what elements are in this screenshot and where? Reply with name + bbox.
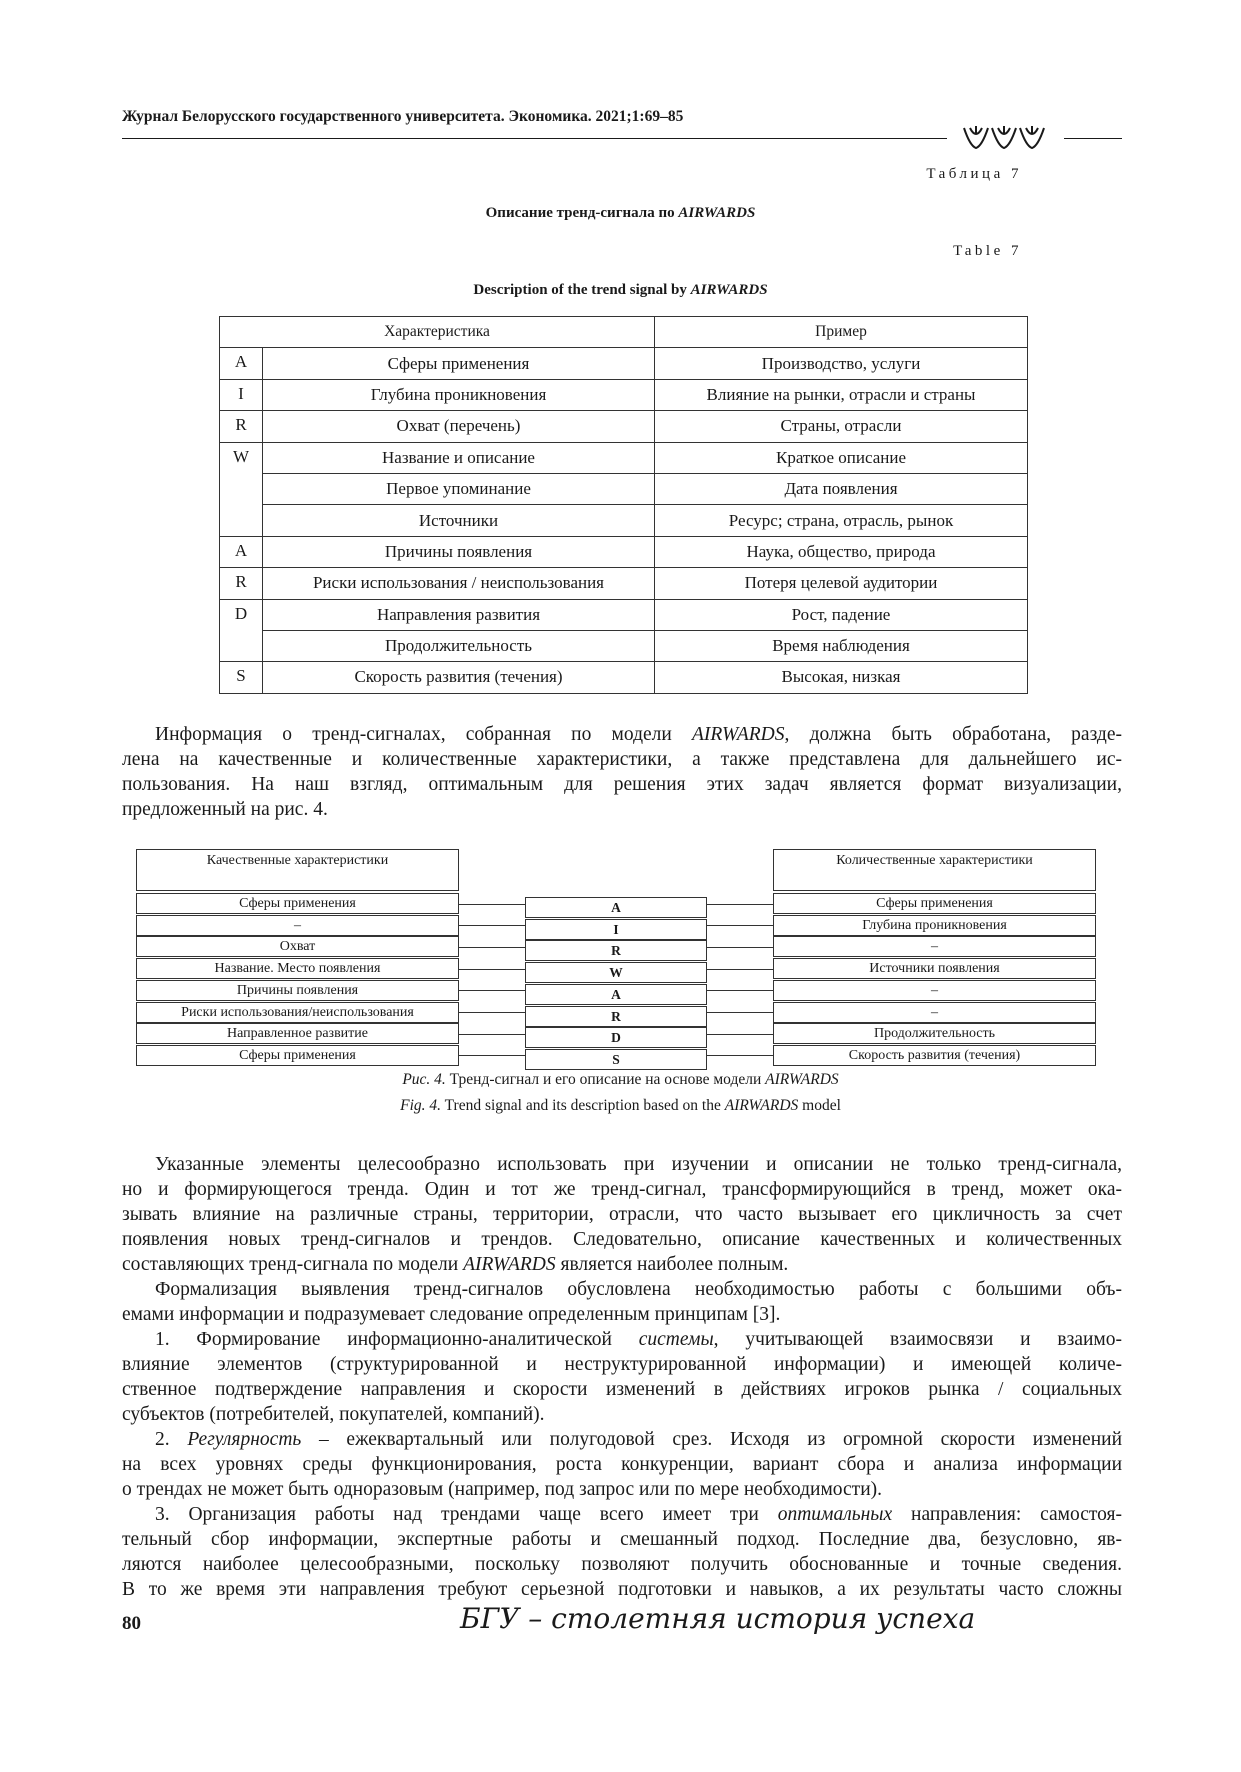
left-header-box: Качественные характеристики xyxy=(136,849,459,891)
connector-line xyxy=(459,1012,525,1013)
figure-caption-en: Fig. 4. Trend signal and its description based on the AIRWARDS model xyxy=(400,1097,841,1114)
text-line: лена на качественные и количественные характеристики, а также представлена для дальнейшего ис- xyxy=(122,749,1122,770)
connector-line xyxy=(707,1055,773,1056)
connector-line xyxy=(459,990,525,991)
row-example: Дата появления xyxy=(655,473,1028,504)
text-line: 1. Формирование информационно-аналитической системы, учитывающей взаимосвязи и взаимо- xyxy=(155,1329,1122,1350)
row-example: Производство, услуги xyxy=(655,348,1028,379)
row-characteristic: Направления развития xyxy=(263,599,655,630)
left-characteristic-row: Причины появления xyxy=(136,980,459,1001)
airwards-letter-row: I xyxy=(525,919,707,940)
connector-line xyxy=(707,1034,773,1035)
table-header-characteristic: Характеристика xyxy=(220,317,655,348)
text-line: Формализация выявления тренд-сигналов обусловлена необходимостью работы с большими объ- xyxy=(155,1279,1122,1300)
right-header-box: Количественные характеристики xyxy=(773,849,1096,891)
airwards-table xyxy=(219,316,1028,694)
running-header xyxy=(122,108,1122,148)
left-characteristic-row: Название. Место появления xyxy=(136,958,459,979)
table-title-ru: Описание тренд-сигнала по AIRWARDS xyxy=(485,205,756,221)
row-example: Влияние на рынки, отрасли и страны xyxy=(655,379,1028,410)
university-motto: БГУ – столетняя история успеха xyxy=(460,1602,976,1635)
row-characteristic: Охват (перечень) xyxy=(263,411,655,442)
table-label-ru: Таблица 7 xyxy=(926,166,1022,182)
text-line: тельный сбор информации, экспертные работы и смешанный подход. Последние два, безусловно, яв- xyxy=(122,1529,1122,1550)
row-letter: A xyxy=(220,536,263,567)
left-characteristic-row: Направленное развитие xyxy=(136,1023,459,1044)
row-letter: S xyxy=(220,662,263,693)
text-line: 2. Регулярность – ежеквартальный или полугодовой срез. Исходя из огромной скорости изменений xyxy=(155,1429,1123,1450)
right-characteristic-row: – xyxy=(773,980,1096,1001)
connector-line xyxy=(707,904,773,905)
row-characteristic: Название и описание xyxy=(263,442,655,473)
row-letter: A xyxy=(220,348,263,379)
row-example: Рост, падение xyxy=(655,599,1028,630)
text-line: влияние элементов (структурированной и неструктурированной информации) и имеющей количе- xyxy=(122,1354,1122,1375)
table-row xyxy=(220,568,1028,599)
text-line: появления новых тренд-сигналов и трендов. Следовательно, описание качественных и количественных xyxy=(122,1229,1122,1250)
table-row xyxy=(220,599,1028,630)
row-characteristic: Скорость развития (течения) xyxy=(263,662,655,693)
connector-line xyxy=(707,969,773,970)
text-line: зывать влияние на различные страны, территории, отрасли, что часто вызывает его цикличность за счет xyxy=(122,1204,1122,1225)
table-header-example: Пример xyxy=(655,317,1028,348)
left-characteristic-row: Охват xyxy=(136,936,459,957)
connector-line xyxy=(459,925,525,926)
row-characteristic: Источники xyxy=(263,505,655,536)
left-characteristic-row: Риски использования/неиспользования xyxy=(136,1002,459,1023)
text-line: пользования. На наш взгляд, оптимальным для решения этих задач является формат визуализации, xyxy=(122,774,1122,795)
connector-line xyxy=(707,1012,773,1013)
connector-line xyxy=(459,1055,525,1056)
airwards-letter-row: A xyxy=(525,897,707,918)
left-characteristic-row: Сферы применения xyxy=(136,1045,459,1066)
text-line: составляющих тренд-сигнала по модели AIRWARDS является наиболее полным. xyxy=(122,1254,789,1275)
row-example: Краткое описание xyxy=(655,442,1028,473)
right-characteristic-row: Глубина проникновения xyxy=(773,915,1096,936)
row-letter: R xyxy=(220,568,263,599)
table-row xyxy=(220,473,1028,504)
text-line: предложенный на рис. 4. xyxy=(122,799,328,820)
row-letter: I xyxy=(220,379,263,410)
table-row xyxy=(220,411,1028,442)
row-characteristic: Сферы применения xyxy=(263,348,655,379)
text-line: Указанные элементы целесообразно использовать при изучении и описании не только тренд-сигнала, xyxy=(155,1154,1122,1175)
text-line: 3. Организация работы над трендами чаще всего имеет три оптимальных направления: самостоя- xyxy=(155,1504,1122,1525)
figure-4-diagram xyxy=(136,849,1112,1069)
airwards-letter-row: R xyxy=(525,1006,707,1027)
header-rule-right xyxy=(1064,138,1122,139)
page-number: 80 xyxy=(122,1613,141,1634)
table-header-row xyxy=(220,317,1028,348)
right-characteristic-row: – xyxy=(773,1002,1096,1023)
row-characteristic: Первое упоминание xyxy=(263,473,655,504)
row-characteristic: Риски использования / неиспользования xyxy=(263,568,655,599)
row-characteristic: Глубина проникновения xyxy=(263,379,655,410)
table-row xyxy=(220,379,1028,410)
airwards-letter-row: R xyxy=(525,940,707,961)
table-row xyxy=(220,630,1028,661)
row-characteristic: Продолжительность xyxy=(263,630,655,661)
text-line: Информация о тренд-сигналах, собранная по модели AIRWARDS, должна быть обработана, разде- xyxy=(155,724,1123,745)
row-example: Высокая, низкая xyxy=(655,662,1028,693)
journal-logo-icon xyxy=(960,122,1052,154)
journal-title: Журнал Белорусского государственного университета. Экономика. 2021;1:69–85 xyxy=(122,108,684,125)
text-line: ственное подтверждение направления и скорости изменений в действиях игроков рынка / социальных xyxy=(122,1379,1122,1400)
right-characteristic-row: Продолжительность xyxy=(773,1023,1096,1044)
row-letter: W xyxy=(220,442,263,536)
row-example: Потеря целевой аудитории xyxy=(655,568,1028,599)
text-line: В то же время эти направления требуют серьезной подготовки и навыков, а их результаты часто сложны xyxy=(122,1579,1122,1600)
row-characteristic: Причины появления xyxy=(263,536,655,567)
text-line: на всех уровнях среды функционирования, роста конкуренции, вариант сбора и анализа информации xyxy=(122,1454,1122,1475)
text-line: о трендах не может быть одноразовым (например, под запрос или по мере необходимости). xyxy=(122,1479,882,1500)
row-example: Время наблюдения xyxy=(655,630,1028,661)
right-characteristic-row: Скорость развития (течения) xyxy=(773,1045,1096,1066)
text-line: емами информации и подразумевает следование определенным принципам [3]. xyxy=(122,1304,781,1325)
text-line: ляются наиболее целесообразными, поскольку позволяют получить обоснованные и точные сведения. xyxy=(122,1554,1122,1575)
airwards-letter-row: W xyxy=(525,962,707,983)
right-characteristic-row: Сферы применения xyxy=(773,893,1096,914)
airwards-letter-row: S xyxy=(525,1049,707,1070)
row-example: Страны, отрасли xyxy=(655,411,1028,442)
body-text xyxy=(122,1152,1122,1602)
connector-line xyxy=(459,904,525,905)
table-row xyxy=(220,442,1028,473)
right-characteristic-row: – xyxy=(773,936,1096,957)
connector-line xyxy=(459,1034,525,1035)
text-line: субъектов (потребителей, покупателей, компаний). xyxy=(122,1404,545,1425)
airwards-letter-row: A xyxy=(525,984,707,1005)
row-letter: D xyxy=(220,599,263,662)
table-row xyxy=(220,505,1028,536)
figure-caption-ru: Рис. 4. Тренд-сигнал и его описание на основе модели AIRWARDS xyxy=(402,1071,839,1088)
left-characteristic-row: Сферы применения xyxy=(136,893,459,914)
text-line: но и формирующегося тренда. Один и тот же тренд-сигнал, трансформирующийся в тренд, может ока- xyxy=(122,1179,1122,1200)
table-title-en: Description of the trend signal by AIRWARDS xyxy=(473,282,768,298)
table-label-en: Table 7 xyxy=(953,243,1022,259)
row-example: Наука, общество, природа xyxy=(655,536,1028,567)
paragraph-visualization xyxy=(122,722,1122,822)
connector-line xyxy=(459,969,525,970)
table-row xyxy=(220,662,1028,693)
connector-line xyxy=(707,925,773,926)
left-characteristic-row: – xyxy=(136,915,459,936)
connector-line xyxy=(459,947,525,948)
table-row xyxy=(220,536,1028,567)
airwards-letter-row: D xyxy=(525,1027,707,1048)
connector-line xyxy=(707,947,773,948)
connector-line xyxy=(707,990,773,991)
header-rule xyxy=(122,138,947,139)
right-characteristic-row: Источники появления xyxy=(773,958,1096,979)
table-row xyxy=(220,348,1028,379)
row-example: Ресурс; страна, отрасль, рынок xyxy=(655,505,1028,536)
row-letter: R xyxy=(220,411,263,442)
